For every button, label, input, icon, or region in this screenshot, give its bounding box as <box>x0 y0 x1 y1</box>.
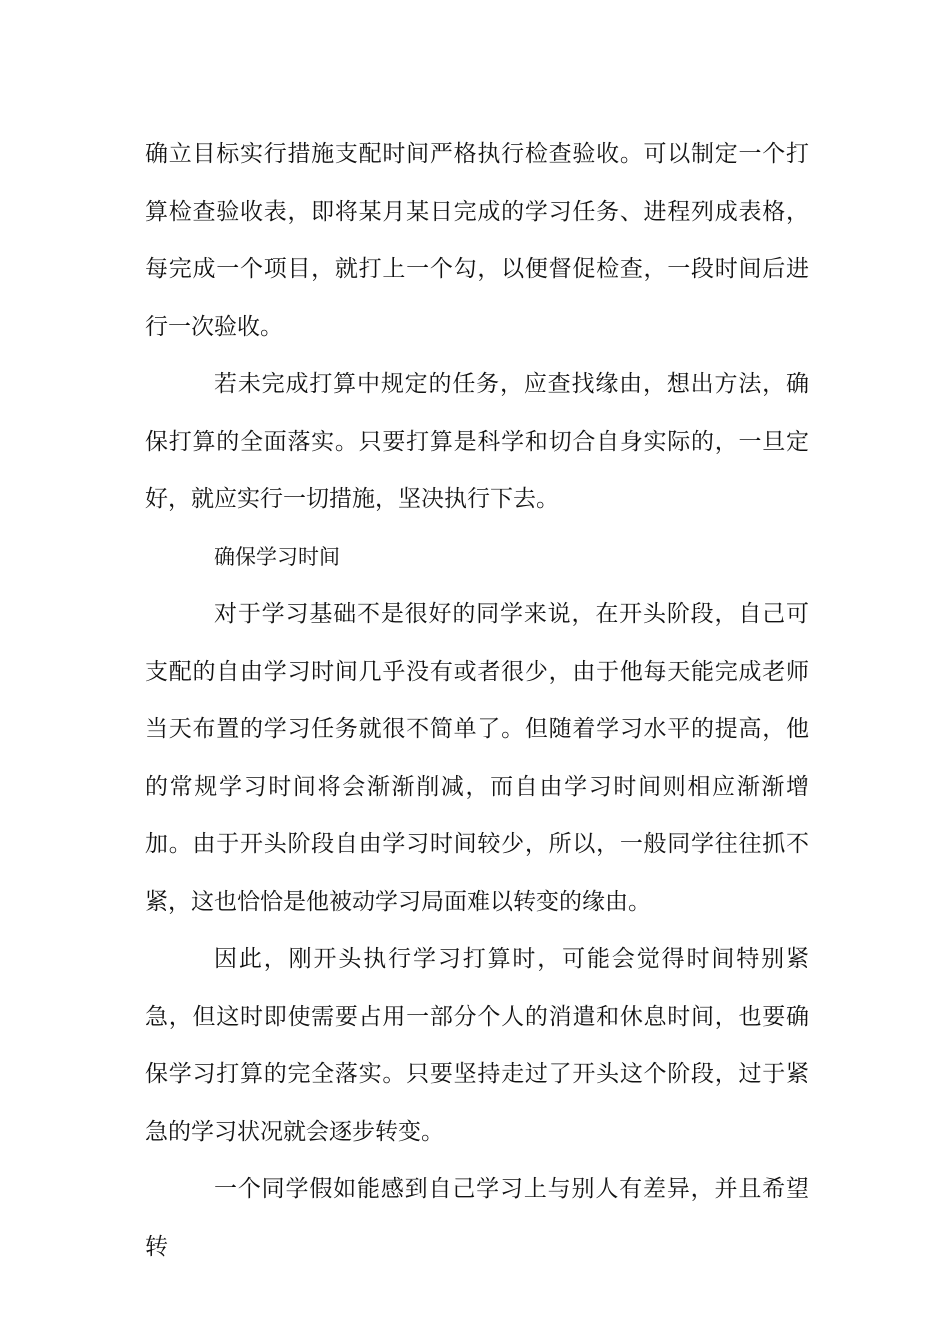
paragraph-1: 确立目标实行措施支配时间严格执行检查验收。可以制定一个打算检查验收表，即将某月某日完成的学习任务、进程列成表格，每完成一个项目，就打上一个勾，以便督促检查，一段时间后进行一次验收。 <box>145 141 809 340</box>
paragraph-5: 一个同学假如能感到自己学习上与别人有差异，并且希望转 <box>145 1176 809 1260</box>
paragraph-3: 对于学习基础不是很好的同学来说，在开头阶段，自己可支配的自由学习时间几乎没有或者很少，由于他每天能完成老师当天布置的学习任务就很不简单了。但随着学习水平的提高，他的常规学习时间将会渐渐削减，而自由学习时间则相应渐渐增加。由于开头阶段自由学习时间较少，所以，一般同学往往抓不紧，这也恰恰是他被动学习局面难以转变的缘由。 <box>145 601 809 915</box>
paragraph-4: 因此，刚开头执行学习打算时，可能会觉得时间特别紧急，但这时即使需要占用一部分个人的消遣和休息时间，也要确保学习打算的完全落实。只要坚持走过了开头这个阶段，过于紧急的学习状况就会逐步转变。 <box>145 946 809 1145</box>
section-heading: 确保学习时间 <box>214 544 340 569</box>
document-body <box>145 126 809 1276</box>
paragraph-2: 若未完成打算中规定的任务，应查找缘由，想出方法，确保打算的全面落实。只要打算是科学和切合自身实际的，一旦定好，就应实行一切措施，坚决执行下去。 <box>145 371 809 512</box>
